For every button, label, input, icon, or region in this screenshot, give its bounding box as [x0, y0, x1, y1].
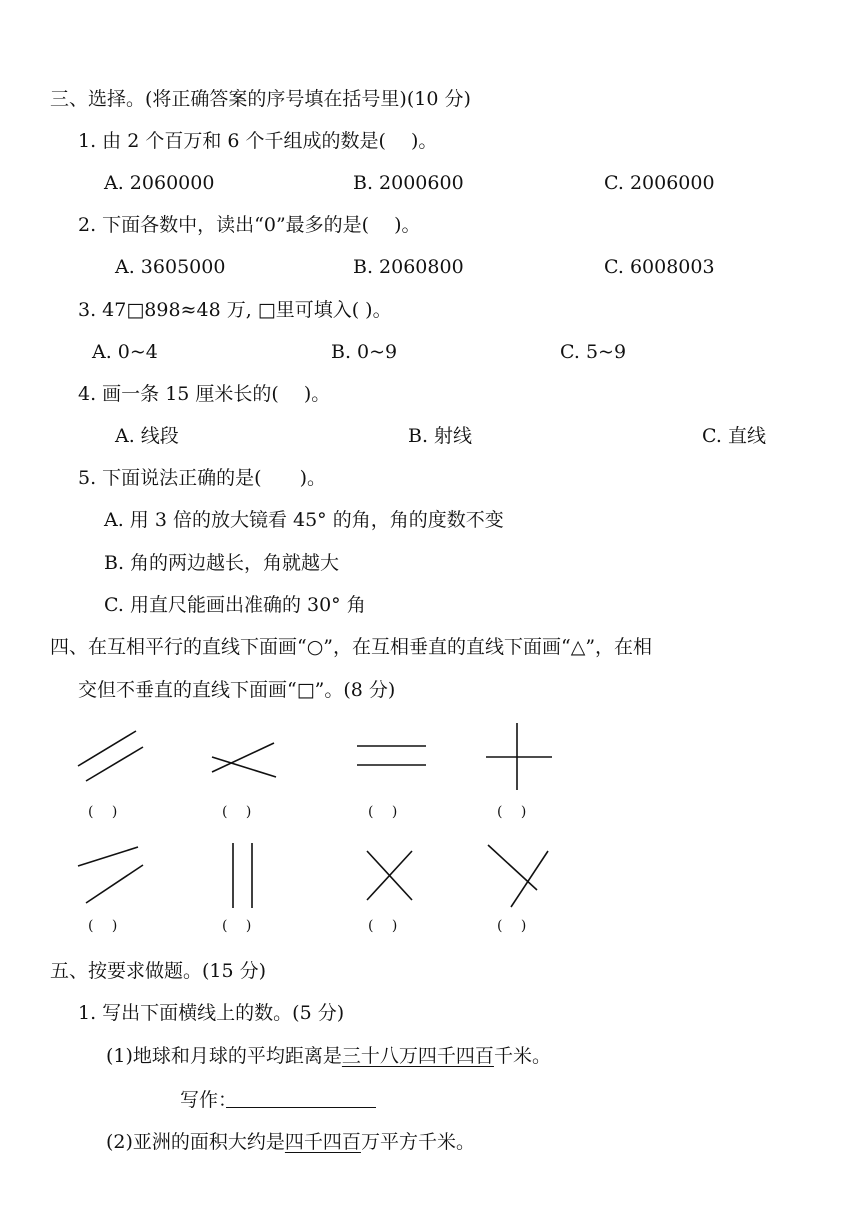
q1-1-underlined-number: 三十八万四千四百: [341, 1045, 494, 1067]
q1-2-suffix: 万平方千米。: [360, 1131, 475, 1153]
figure-intersecting-narrow: [78, 847, 143, 903]
q1-2-prefix: (2)亚洲的面积大约是: [106, 1131, 285, 1153]
q1-option-b: B. 2000600: [353, 172, 464, 194]
q1-option-a: A. 2060000: [104, 172, 215, 194]
q1-option-c: C. 2006000: [604, 172, 715, 194]
line-figures: [0, 700, 860, 950]
figure-intersecting-shallow: [212, 743, 276, 777]
q5-stem: 5. 下面说法正确的是( )。: [78, 467, 326, 489]
answer-paren-7[interactable]: ( ): [368, 918, 398, 934]
q1-stem: 1. 由 2 个百万和 6 个千组成的数是( )。: [78, 130, 438, 152]
q3-stem: 3. 47□898≈48 万, □里可填入( )。: [78, 299, 392, 321]
q3-option-b: B. 0~9: [331, 341, 398, 363]
answer-paren-8[interactable]: ( ): [497, 918, 527, 934]
q2-option-a: A. 3605000: [115, 256, 226, 278]
section5-q1-1: [106, 1043, 551, 1069]
figure-perpendicular: [486, 723, 552, 790]
q4-stem: 4. 画一条 15 厘米长的( )。: [78, 383, 331, 405]
q4-option-c: C. 直线: [702, 425, 766, 447]
q2-option-b: B. 2060800: [353, 256, 464, 278]
q4-option-a: A. 线段: [115, 425, 179, 447]
section4-title-line2: 交但不垂直的直线下面画“□”。(8 分): [78, 679, 396, 701]
figure-intersecting-x: [367, 851, 412, 900]
q1-1-suffix: 千米。: [493, 1045, 551, 1067]
q5-option-c: C. 用直尺能画出准确的 30° 角: [104, 594, 366, 616]
section5-q1-stem: 1. 写出下面横线上的数。(5 分): [78, 1002, 345, 1024]
section4-title-line1: 四、在互相平行的直线下面画“○”，在互相垂直的直线下面画“△”，在相: [50, 636, 653, 658]
figure-parallel-slanted: [78, 731, 143, 781]
write-answer-blank[interactable]: [226, 1107, 376, 1108]
section5-q1-2: [106, 1129, 475, 1155]
answer-paren-3[interactable]: ( ): [368, 804, 398, 820]
q3-option-c: C. 5~9: [560, 341, 627, 363]
figure-parallel-vertical: [233, 843, 252, 908]
answer-paren-4[interactable]: ( ): [497, 804, 527, 820]
q1-2-underlined-number: 四千四百: [284, 1131, 361, 1153]
write-label: 写作：: [180, 1089, 238, 1111]
q3-option-a: A. 0~4: [92, 341, 158, 363]
q4-option-b: B. 射线: [408, 425, 473, 447]
q5-option-a: A. 用 3 倍的放大镜看 45° 的角，角的度数不变: [104, 509, 504, 531]
section3-title: 三、选择。(将正确答案的序号填在括号里)(10 分): [50, 88, 471, 110]
q2-stem: 2. 下面各数中，读出“0”最多的是( )。: [78, 214, 421, 236]
q5-option-b: B. 角的两边越长，角就越大: [104, 552, 340, 574]
answer-paren-6[interactable]: ( ): [222, 918, 252, 934]
q1-1-prefix: (1)地球和月球的平均距离是: [106, 1045, 342, 1067]
figure-intersecting-v: [488, 845, 548, 907]
answer-paren-2[interactable]: ( ): [222, 804, 252, 820]
answer-paren-1[interactable]: ( ): [88, 804, 118, 820]
section5-title: 五、按要求做题。(15 分): [50, 960, 267, 982]
figure-parallel-horizontal: [357, 746, 426, 765]
answer-paren-5[interactable]: ( ): [88, 918, 118, 934]
q2-option-c: C. 6008003: [604, 256, 715, 278]
